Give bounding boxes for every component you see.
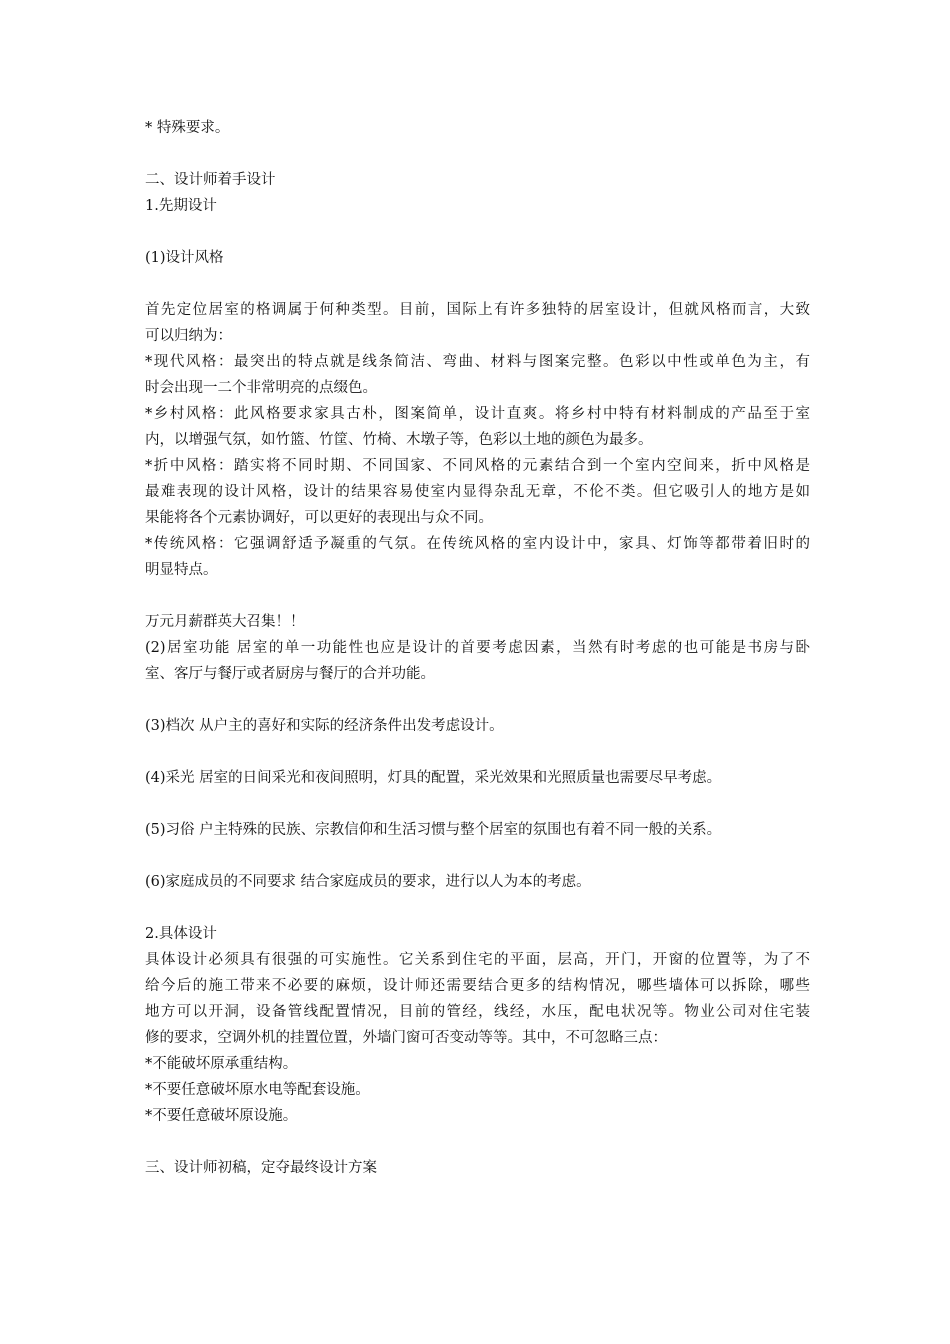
document-body: [145, 115, 810, 1181]
section-heading: 二、设计师着手设计: [145, 172, 276, 188]
text-line: * 特殊要求。: [145, 120, 230, 136]
paragraph-line: 具体设计必须具有很强的可实施性。它关系到住宅的平面，层高，开门，开窗的位置等，为了不: [145, 952, 810, 968]
blank-line: [145, 739, 810, 765]
blank-line: [145, 791, 810, 817]
paragraph-line: 明显特点。: [145, 562, 218, 578]
paragraph-line: *现代风格：最突出的特点就是线条简洁、弯曲、材料与图案完整。色彩以中性或单色为主，有: [145, 354, 810, 370]
blank-line: [145, 687, 810, 713]
list-item: *不要任意破坏原水电等配套设施。: [145, 1082, 370, 1098]
blank-line: [145, 843, 810, 869]
subsection-heading: 1.先期设计: [145, 198, 217, 214]
paragraph-line: 果能将各个元素协调好，可以更好的表现出与众不同。: [145, 510, 493, 526]
list-item: *不要任意破坏原设施。: [145, 1108, 298, 1124]
blank-line: [145, 141, 810, 167]
section-heading: 三、设计师初稿，定夺最终设计方案: [145, 1160, 377, 1176]
paragraph-line: (4)采光 居室的日间采光和夜间照明，灯具的配置，采光效果和光照质量也需要尽早考虑。: [145, 770, 722, 786]
paragraph-line: *折中风格：踏实将不同时期、不同国家、不同风格的元素结合到一个室内空间来，折中风格是: [145, 458, 810, 474]
paragraph-line: (3)档次 从户主的喜好和实际的经济条件出发考虑设计。: [145, 718, 504, 734]
paragraph-line: 给今后的施工带来不必要的麻烦，设计师还需要结合更多的结构情况，哪些墙体可以拆除，哪些: [145, 978, 810, 994]
list-item: *不能破坏原承重结构。: [145, 1056, 298, 1072]
blank-line: [145, 1129, 810, 1155]
paragraph-line: 地方可以开洞，设备管线配置情况，目前的管经，线经，水压，配电状况等。物业公司对住宅装: [145, 1004, 810, 1020]
paragraph-line: 首先定位居室的格调属于何种类型。目前，国际上有许多独特的居室设计，但就风格而言，大致: [145, 302, 810, 318]
paragraph-line: *乡村风格：此风格要求家具古朴，图案简单，设计直爽。将乡村中特有材料制成的产品至于室: [145, 406, 810, 422]
blank-line: [145, 219, 810, 245]
item-heading: (1)设计风格: [145, 250, 224, 266]
subsection-heading: 2.具体设计: [145, 926, 217, 942]
paragraph-line: 可以归纳为：: [145, 328, 232, 344]
blank-line: [145, 271, 810, 297]
paragraph-line: 时会出现一二个非常明亮的点缀色。: [145, 380, 377, 396]
paragraph-line: 内，以增强气氛，如竹篮、竹筐、竹椅、木墩子等，色彩以土地的颜色为最多。: [145, 432, 653, 448]
paragraph-line: (5)习俗 户主特殊的民族、宗教信仰和生活习惯与整个居室的氛围也有着不同一般的关系。: [145, 822, 722, 838]
paragraph-line: 最难表现的设计风格，设计的结果容易使室内显得杂乱无章，不伦不类。但它吸引人的地方是如: [145, 484, 810, 500]
paragraph-line: 室、客厅与餐厅或者厨房与餐厅的合并功能。: [145, 666, 435, 682]
paragraph-line: 修的要求，空调外机的挂置位置，外墙门窗可否变动等等。其中，不可忽略三点：: [145, 1030, 667, 1046]
paragraph-line: (2)居室功能 居室的单一功能性也应是设计的首要考虑因素，当然有时考虑的也可能是书房与卧: [145, 640, 810, 656]
promo-line: 万元月薪群英大召集！！: [145, 614, 305, 630]
paragraph-line: (6)家庭成员的不同要求 结合家庭成员的要求，进行以人为本的考虑。: [145, 874, 591, 890]
paragraph-line: *传统风格：它强调舒适予凝重的气氛。在传统风格的室内设计中，家具、灯饰等都带着旧时的: [145, 536, 810, 552]
blank-line: [145, 895, 810, 921]
blank-line: [145, 583, 810, 609]
